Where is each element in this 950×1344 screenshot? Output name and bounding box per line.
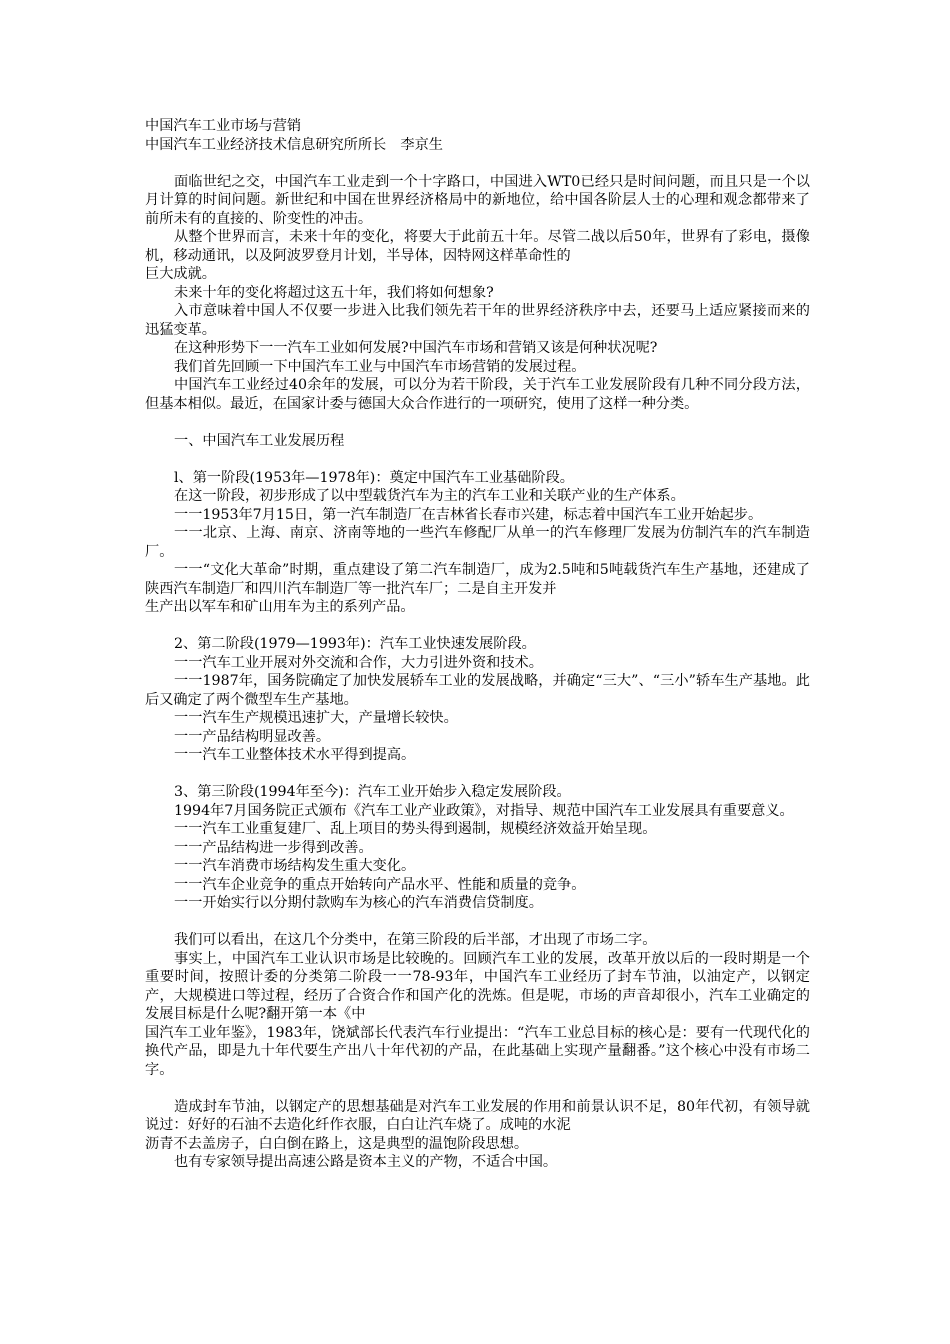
paragraph: 一一汽车生产规模迅速扩大，产量增长较快。 <box>174 710 458 726</box>
spacer <box>145 154 810 173</box>
paragraph: 在这一阶段，初步形成了以中型载货汽车为主的汽车工业和关联产业的生产体系。 <box>174 488 685 504</box>
spacer <box>145 913 810 932</box>
paragraph: 一一产品结构明显改善。 <box>174 728 331 745</box>
stage-heading: 2、第二阶段(1979—1993年)：汽车工业快速发展阶段。 <box>174 636 536 652</box>
spacer <box>145 413 810 432</box>
document-title: 中国汽车工业市场与营销 <box>145 118 302 134</box>
paragraph: 我们可以看出，在这几个分类中，在第三阶段的后半部，才出现了市场二字。 <box>174 932 657 948</box>
paragraph: 一一1953年7月15日，第一汽车制造厂在吉林省长春市兴建，标志着中国汽车工业开始起步。 <box>174 506 763 523</box>
paragraph: 巨大成就。 <box>145 266 216 282</box>
stage-heading: l、第一阶段(1953年—1978年)：奠定中国汽车工业基础阶段。 <box>174 469 574 486</box>
paragraph: 未来十年的变化将超过这五十年，我们将如何想象? <box>174 284 494 301</box>
paragraph: 中国汽车工业经过40余年的发展，可以分为若干阶段，关于汽车工业发展阶段有几种不同分段方法，但基本相似。最近，在国家计委与德国大众合作进行的一项研究，使用了这样一种分类。 <box>145 377 810 412</box>
paragraph: 国汽车工业年鉴》，1983年，饶斌部长代表汽车行业提出：“汽车工业总目标的核心是：要有一代现代化的换代产品，即是九十年代要生产出八十年代初的产品，在此基础上实现产量翻番。”这个核心中没有市场二字。 <box>145 1024 810 1078</box>
paragraph: 我们首先回顾一下中国汽车工业与中国汽车市场营销的发展过程。 <box>174 358 586 375</box>
paragraph: 一一汽车工业开展对外交流和合作，大力引进外资和技术。 <box>174 654 543 671</box>
spacer <box>145 765 810 784</box>
author-byline: 中国汽车工业经济技术信息研究所所长 李京生 <box>145 136 443 153</box>
paragraph: 沥青不去盖房子，白白倒在路上，这是典型的温饱阶段思想。 <box>145 1135 529 1152</box>
stage-heading: 3、第三阶段(1994年至今)：汽车工业开始步入稳定发展阶段。 <box>174 784 571 800</box>
paragraph: 入市意味着中国人不仅要一步进入比我们领先若干年的世界经济秩序中去，还要马上适应紧接而来的迅猛变革。 <box>145 303 810 338</box>
paragraph: 一一汽车工业整体技术水平得到提高。 <box>174 747 416 763</box>
paragraph: 事实上，中国汽车工业认识市场是比较晚的。回顾汽车工业的发展，改革开放以后的一段时期是一个重要时间，按照计委的分类第二阶段一一78-93年，中国汽车工业经历了封车节油，以油定产，以钢定产，大规模进口等过程，经历了合资合作和国产化的洗炼。但是呢，市场的声音却很小，汽车工业确定的发展目标是什么呢?翻开第一本《中 <box>145 950 810 1022</box>
paragraph: 生产出以军车和矿山用车为主的系列产品。 <box>145 599 415 615</box>
paragraph: 从整个世界而言，未来十年的变化，将要大于此前五十年。尽管二战以后50年，世界有了彩电，摄像机，移动通讯，以及阿波罗登月计划，半导体，因特网这样革命性的 <box>145 229 810 264</box>
paragraph: 一一汽车消费市场结构发生重大变化。 <box>174 858 416 874</box>
spacer <box>145 450 810 469</box>
section-heading: 一、中国汽车工业发展历程 <box>174 432 345 449</box>
paragraph: 一一汽车工业重复建厂、乱上项目的势头得到遏制，规模经济效益开始呈现。 <box>174 821 657 837</box>
paragraph: 一一北京、上海、南京、济南等地的一些汽车修配厂从单一的汽车修理厂发展为仿制汽车的汽车制造厂。 <box>145 525 810 560</box>
paragraph: 一一开始实行以分期付款购车为核心的汽车消费信贷制度。 <box>174 895 543 911</box>
document-body <box>145 117 810 1172</box>
paragraph: 一一汽车企业竞争的重点开始转向产品水平、性能和质量的竞争。 <box>174 876 586 893</box>
paragraph: 也有专家领导提出高速公路是资本主义的产物，不适合中国。 <box>174 1154 558 1170</box>
paragraph: 面临世纪之交，中国汽车工业走到一个十字路口，中国进入WT0已经只是时间问题，而且只是一个以月计算的时间问题。新世纪和中国在世界经济格局中的新地位，给中国各阶层人士的心理和观念都带来了前所未有的直接的、阶变性的冲击。 <box>145 173 810 227</box>
paragraph: 在这种形势下一一汽车工业如何发展?中国汽车市场和营销又该是何种状况呢? <box>174 340 658 356</box>
spacer <box>145 617 810 636</box>
paragraph: 1994年7月国务院正式颁布《汽车工业产业政策》，对指导、规范中国汽车工业发展具有重要意义。 <box>174 802 794 819</box>
paragraph: 造成封车节油，以钢定产的思想基础是对汽车工业发展的作用和前景认识不足，80年代初，有领导就说过：好好的石油不去造化纤作衣服，白白让汽车烧了。成吨的水泥 <box>145 1098 810 1133</box>
paragraph: 一一1987年，国务院确定了加快发展轿车工业的发展战略，并确定“三大”、“三小”轿车生产基地。此后又确定了两个微型车生产基地。 <box>145 673 810 708</box>
paragraph: 一一产品结构进一步得到改善。 <box>174 839 373 856</box>
paragraph: 一一“文化大革命”时期，重点建设了第二汽车制造厂，成为2.5吨和5吨载货汽车生产基地，还建成了陕西汽车制造厂和四川汽车制造厂等一批汽车厂；二是自主开发并 <box>145 562 810 597</box>
spacer <box>145 1079 810 1098</box>
